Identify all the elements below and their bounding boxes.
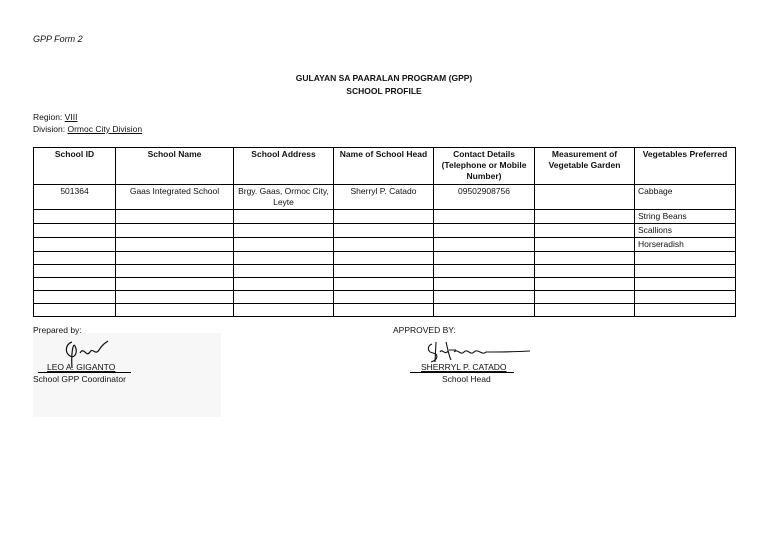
cell-measurement (535, 278, 635, 291)
cell-measurement (535, 210, 635, 224)
cell-school-address (234, 304, 334, 317)
cell-school-id (34, 278, 116, 291)
cell-vegetable (635, 278, 736, 291)
cell-school-head (334, 252, 434, 265)
region-value: VIII (64, 112, 78, 122)
cell-contact (434, 224, 535, 238)
table-row (34, 304, 736, 317)
approved-signature-line (410, 372, 514, 373)
header-contact-details: Contact Details (Telephone or Mobile Number) (434, 148, 535, 185)
header-garden-measurement: Measurement of Vegetable Garden (535, 148, 635, 185)
division-line (33, 124, 142, 134)
cell-school-address (234, 252, 334, 265)
table-row (34, 210, 736, 224)
cell-contact (434, 278, 535, 291)
cell-contact (434, 238, 535, 252)
division-label: Division: (33, 124, 68, 134)
cell-school-head (334, 210, 434, 224)
cell-school-head (334, 291, 434, 304)
cell-contact: 09502908756 (434, 185, 535, 210)
cell-school-id (34, 224, 116, 238)
approved-by-role: School Head (442, 374, 491, 384)
table-header-row (34, 148, 736, 185)
cell-school-address (234, 210, 334, 224)
cell-school-name (116, 291, 234, 304)
cell-school-name (116, 278, 234, 291)
table-row (34, 265, 736, 278)
cell-school-head (334, 238, 434, 252)
header-school-id: School ID (34, 148, 116, 185)
cell-school-id (34, 304, 116, 317)
cell-school-head (334, 224, 434, 238)
cell-school-name: Gaas Integrated School (116, 185, 234, 210)
cell-vegetable (635, 265, 736, 278)
cell-contact (434, 252, 535, 265)
cell-contact (434, 210, 535, 224)
cell-school-id (34, 252, 116, 265)
cell-school-id (34, 238, 116, 252)
cell-school-address (234, 291, 334, 304)
cell-school-name (116, 252, 234, 265)
form-title: GULAYAN SA PAARALAN PROGRAM (GPP) (295, 73, 473, 83)
approved-by-name: SHERRYL P. CATADO (421, 362, 507, 372)
cell-school-id (34, 210, 116, 224)
cell-measurement (535, 304, 635, 317)
table-row (34, 252, 736, 265)
cell-school-name (116, 265, 234, 278)
prepared-by-label: Prepared by: (33, 325, 82, 335)
cell-vegetable: Horseradish (635, 238, 736, 252)
header-school-head: Name of School Head (334, 148, 434, 185)
cell-school-address (234, 278, 334, 291)
form-subtitle: SCHOOL PROFILE (346, 86, 422, 96)
cell-measurement (535, 291, 635, 304)
cell-contact (434, 265, 535, 278)
cell-vegetable: Cabbage (635, 185, 736, 210)
header-school-address: School Address (234, 148, 334, 185)
approved-by-label: APPROVED BY: (393, 325, 456, 335)
division-value: Ormoc City Division (67, 124, 143, 134)
table-row (34, 185, 736, 210)
cell-school-id: 501364 (34, 185, 116, 210)
header-vegetables-preferred: Vegetables Preferred (635, 148, 736, 185)
table-row (34, 224, 736, 238)
prepared-by-name: LEO A. GIGANTO (47, 362, 116, 372)
table-row (34, 278, 736, 291)
cell-measurement (535, 252, 635, 265)
cell-school-head (334, 278, 434, 291)
cell-vegetable (635, 304, 736, 317)
region-line (33, 112, 77, 122)
cell-vegetable: String Beans (635, 210, 736, 224)
cell-school-name (116, 224, 234, 238)
table-row (34, 238, 736, 252)
cell-measurement (535, 224, 635, 238)
table-row (34, 291, 736, 304)
cell-school-id (34, 265, 116, 278)
cell-school-head (334, 265, 434, 278)
cell-measurement (535, 238, 635, 252)
cell-vegetable (635, 291, 736, 304)
school-profile-table (33, 147, 736, 317)
prepared-by-role: School GPP Coordinator (33, 374, 126, 384)
header-school-name: School Name (116, 148, 234, 185)
prepared-signature-line (38, 372, 131, 373)
form-number: GPP Form 2 (33, 34, 83, 44)
cell-vegetable: Scallions (635, 224, 736, 238)
cell-school-head: Sherryl P. Catado (334, 185, 434, 210)
region-label: Region: (33, 112, 65, 122)
cell-school-address (234, 238, 334, 252)
cell-school-name (116, 304, 234, 317)
cell-school-name (116, 238, 234, 252)
cell-school-head (334, 304, 434, 317)
cell-school-address (234, 265, 334, 278)
cell-school-id (34, 291, 116, 304)
cell-contact (434, 304, 535, 317)
cell-school-name (116, 210, 234, 224)
cell-vegetable (635, 252, 736, 265)
cell-school-address (234, 224, 334, 238)
cell-contact (434, 291, 535, 304)
cell-school-address: Brgy. Gaas, Ormoc City, Leyte (234, 185, 334, 210)
cell-measurement (535, 265, 635, 278)
cell-measurement (535, 185, 635, 210)
